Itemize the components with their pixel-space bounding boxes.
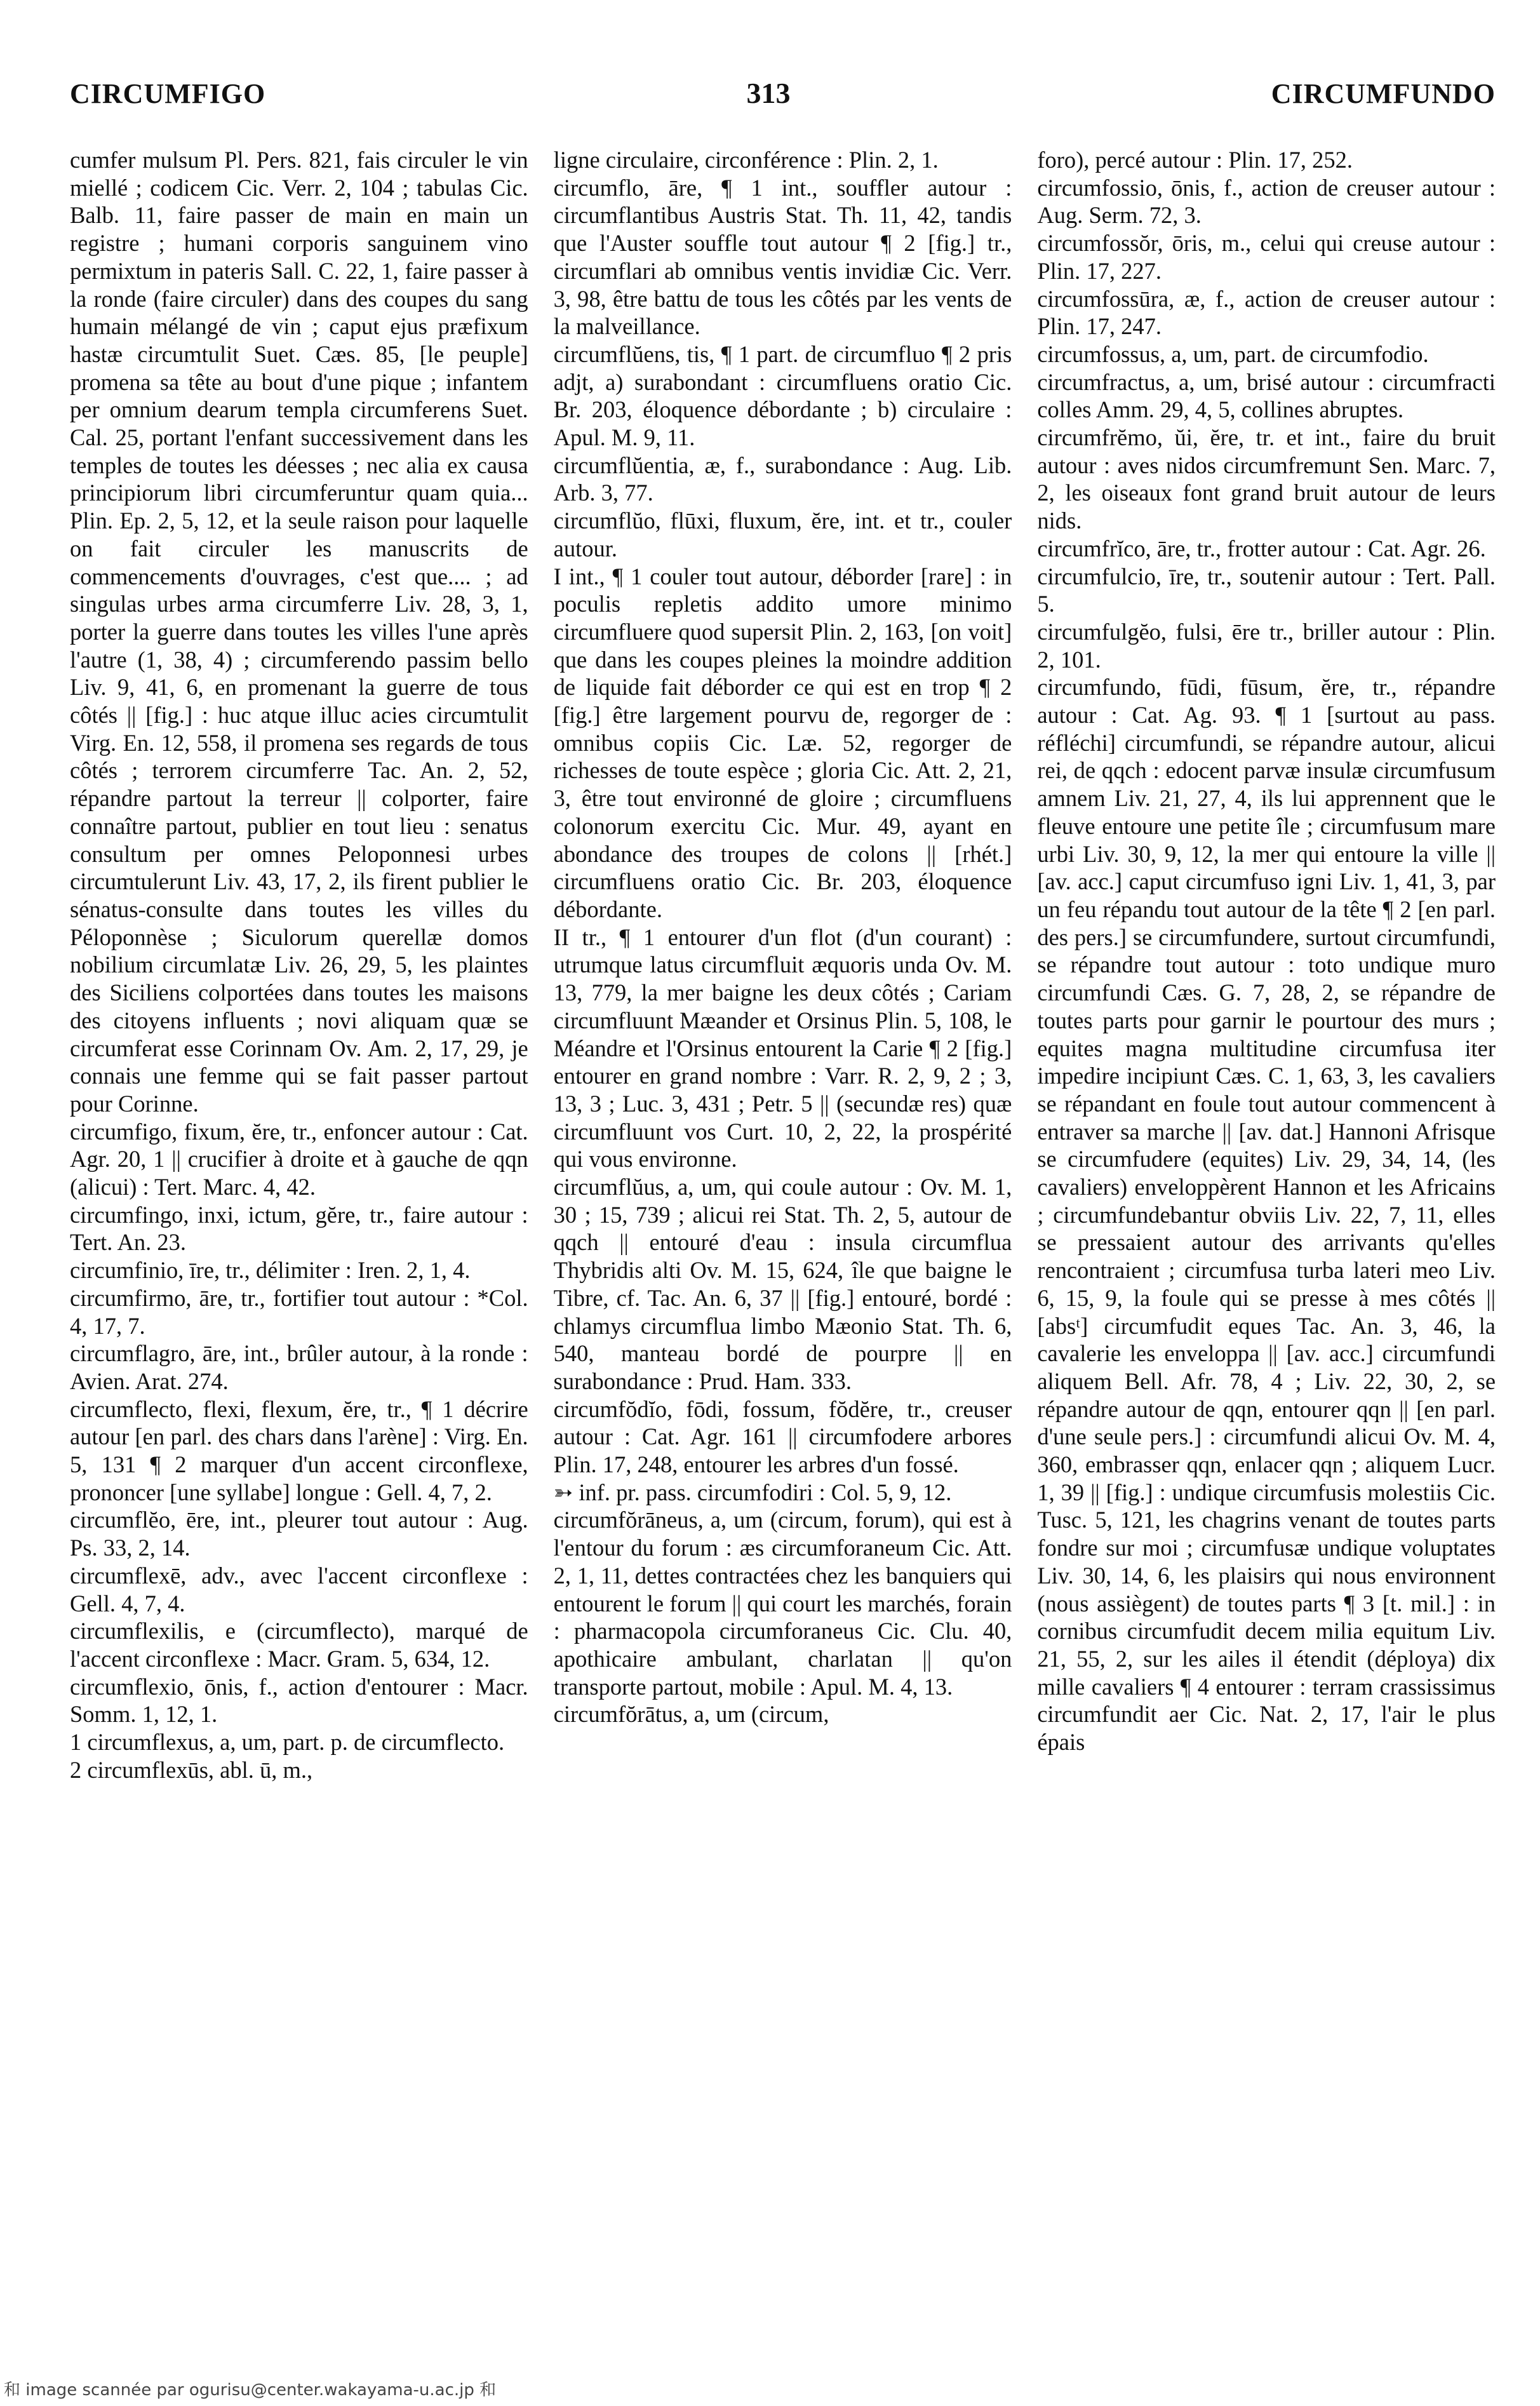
dictionary-entry: circumflŭens, tis, ¶ 1 part. de circumfluo ¶ 2 pris adjt, a) surabondant : circumfluens oratio Cic. Br. 203, éloquence débordante ; b) circulaire : Apul. M. 9, 11. [553, 340, 1012, 451]
dictionary-entry: circumfŏdĭo, fōdi, fossum, fŏdĕre, tr., creuser autour : Cat. Agr. 161 || circumfodere arbores Plin. 17, 248, entourer les arbres d'un fossé. [553, 1395, 1012, 1478]
dictionary-entry: circumfinio, īre, tr., délimiter : Iren. 2, 1, 4. [70, 1257, 471, 1284]
dictionary-entry: circumflexē, adv., avec l'accent circonflexe : Gell. 4, 7, 4. [70, 1562, 528, 1616]
dictionary-entry: circumfundo, fūdi, fūsum, ĕre, tr., répandre autour : Cat. Ag. 93. ¶ 1 [surtout au pass. réfléchi] circumfundi, se répandre autour, alicui rei, de qqch : edocent parvæ insulæ circumfusum amnem Liv. 21, 27, 4, ils lui apprennent que le fleuve entoure une petite île ; circumfusum mare urbi Liv. 30, 9, 12, la mer qui entoure la ville || [av. acc.] caput circumfuso igni Liv. 1, 41, 3, par un feu répandu tout autour de la tête ¶ 2 [en parl. des pers.] se circumfundere, surtout circumfundi, se répandre tout autour : toto undique muro circumfundi Cæs. G. 7, 28, 2, se répandre de toutes parts pour garnir le pourtour des murs ; equites magna multitudine circumfusa iter impedire incipiunt Cæs. C. 1, 63, 3, les cavaliers se répandant en foule tout autour commencent à entraver sa marche || [av. dat.] Hannoni Afrisque se circumfudere (equites) Liv. 29, 34, 14, (les cavaliers) enveloppèrent Hannon et les Africains ; circumfundebantur obviis Liv. 22, 7, 11, elles se pressaient autour des arrivants qu'elles rencontraient ; circumfusa turba lateri meo Liv. 6, 15, 9, la foule qui se presse à mes côtés || [absᵗ] circumfudit eques Tac. An. 3, 46, la cavalerie les enveloppa || [av. acc.] circumfundi aliquem Bell. Afr. 78, 4 ; Liv. 22, 30, 2, se répandre autour de qqn, entourer qqn || [en parl. d'une seule pers.] : circumfundi alicui Ov. M. 4, 360, embrasser qqn, enlacer qqn ; aliquem Lucr. 1, 39 || [fig.] : undique circumfusis molestiis Cic. Tusc. 5, 121, les chagrins venant de toutes parts fondre sur moi ; circumfusæ undique voluptates Liv. 30, 14, 6, les plaisirs qui nous environnent (nous assiègent) de toutes parts ¶ 3 [t. mil.] : in cornibus circumfudit decem milia equitum Liv. 21, 55, 2, sur les ailes il étendit (déploya) dix mille cavaliers ¶ 4 entourer : terram crassissimus circumfundit aer Cic. Nat. 2, 17, l'air le plus épais [1037, 674, 1496, 1756]
dictionary-entry: circumflexio, ōnis, f., action d'entourer : Macr. Somm. 1, 12, 1. [70, 1673, 528, 1728]
dictionary-entry: circumfŏrāneus, a, um (circum, forum), qui est à l'entour du forum : æs circumforaneum Cic. Att. 2, 1, 11, dettes contractées chez les banquiers qui entourent le forum || qui court les marchés, forain : pharmacopola circumforaneus Cic. Clu. 40, apothicaire ambulant, charlatan || qu'on transporte partout, mobile : Apul. M. 4, 13. [553, 1507, 1012, 1700]
dictionary-entry: II tr., ¶ 1 entourer d'un flot (d'un courant) : utrumque latus circumfluit æquoris unda Ov. M. 13, 779, la mer baigne les deux côtés ; Cariam circumfluunt Mæander et Orsinus Plin. 5, 108, le Méandre et l'Orsinus entourent la Carie ¶ 2 [fig.] entourer en grand nombre : Varr. R. 2, 9, 2 ; 3, 13, 3 ; Luc. 3, 431 ; Petr. 5 || (secundæ res) quæ circumfluunt vos Curt. 10, 2, 22, la prospérité qui vous environne. [553, 924, 1012, 1173]
dictionary-entry: I int., ¶ 1 couler tout autour, déborder [rare] : in poculis repletis addito umore minimo circumfluere quod supersit Plin. 2, 163, [on voit] que dans les coupes pleines la moindre addition de liquide fait déborder ce qui est en trop ¶ 2 [fig.] être largement pourvu de, regorger de : omnibus copiis Cic. Læ. 52, regorger de richesses de toute espèce ; gloria Cic. Att. 2, 21, 3, être tout environné de gloire ; circumfluens colonorum exercitu Cic. Mur. 49, ayant en abondance des troupes de colons || [rhét.] circumfluens oratio Cic. Br. 203, éloquence débordante. [553, 563, 1012, 922]
dictionary-entry: 2 circumflexūs, abl. ū, m., [70, 1756, 313, 1783]
dictionary-entry: circumfossus, a, um, part. de circumfodio. [1037, 340, 1429, 367]
dictionary-entry: ligne circulaire, circonférence : Plin. 2, 1. [553, 147, 939, 173]
dictionary-entry: circumfŏrātus, a, um (circum, [553, 1701, 829, 1728]
running-header [70, 76, 1496, 146]
entry-columns [70, 146, 1496, 2382]
dictionary-entry: circumflo, āre, ¶ 1 int., souffler autour : circumflantibus Austris Stat. Th. 11, 42, tandis que l'Auster souffle tout autour ¶ 2 [fig.] tr., circumflari ab omnibus ventis invidiæ Cic. Verr. 3, 98, être battu de tous les côtés par les vents de la malveillance. [553, 174, 1012, 340]
dictionary-entry: foro), percé autour : Plin. 17, 252. [1037, 147, 1353, 173]
dictionary-entry: circumflecto, flexi, flexum, ĕre, tr., ¶ 1 décrire autour [en parl. des chars dans l'arène] : Virg. En. 5, 131 ¶ 2 marquer d'un accent circonflexe, prononcer [une syllabe] longue : Gell. 4, 7, 2. [70, 1395, 528, 1505]
dictionary-entry: 1 circumflexus, a, um, part. p. de circumflecto. [70, 1729, 505, 1756]
dictionary-entry: circumfigo, fixum, ĕre, tr., enfoncer autour : Cat. Agr. 20, 1 || crucifier à droite et à gauche de qqn (alicui) : Tert. Marc. 4, 42. [70, 1118, 528, 1200]
dictionary-entry: circumfulgĕo, fulsi, ēre tr., briller autour : Plin. 2, 101. [1037, 618, 1496, 673]
dictionary-entry: circumfirmo, āre, tr., fortifier tout autour : *Col. 4, 17, 7. [70, 1284, 528, 1339]
dictionary-entry: circumfulcio, īre, tr., soutenir autour : Tert. Pall. 5. [1037, 563, 1496, 617]
column-middle [554, 146, 1012, 2382]
right-guide-word: CIRCUMFUNDO [1271, 78, 1496, 109]
dictionary-entry: circumflagro, āre, int., brûler autour, à la ronde : Avien. Arat. 274. [70, 1340, 528, 1394]
dictionary-entry: circumflŭus, a, um, qui coule autour : Ov. M. 1, 30 ; 15, 739 ; alicui rei Stat. Th. 2, 5, autour de qqch || entouré d'eau : insula circumflua Thybridis alti Ov. M. 15, 624, île que baigne le Tibre, cf. Tac. An. 6, 37 || [fig.] entouré, bordé : chlamys circumflua limbo Mæonio Stat. Th. 6, 540, manteau bordé de pourpre || en surabondance : Prud. Ham. 333. [553, 1174, 1012, 1394]
scan-credit: 和 image scannée par ogurisu@center.wakayama-u.ac.jp 和 [4, 2381, 497, 2400]
column-left [70, 146, 528, 2382]
page-number: 313 [746, 77, 791, 109]
left-guide-word: CIRCUMFIGO [70, 78, 266, 109]
dictionary-entry: circumfractus, a, um, brisé autour : circumfracti colles Amm. 29, 4, 5, collines abruptes. [1037, 368, 1496, 423]
dictionary-entry: circumfossio, ōnis, f., action de creuser autour : Aug. Serm. 72, 3. [1037, 174, 1496, 229]
dictionary-entry: cumfer mulsum Pl. Pers. 821, fais circuler le vin miellé ; codicem Cic. Verr. 2, 104 ; tabulas Cic. Balb. 11, faire passer de main en main un registre ; humani corporis sanguinem vino permixtum in pateris Sall. C. 22, 1, faire passer à la ronde (faire circuler) dans des coupes du sang humain mélangé de vin ; caput ejus præfixum hastæ circumtulit Suet. Cæs. 85, [le peuple] promena sa tête au bout d'une pique ; infantem per omnium dearum templa circumferens Suet. Cal. 25, portant l'enfant successivement dans les temples de toutes les déesses ; nec alia ex causa principiorum libri circumferuntur quam quia... Plin. Ep. 2, 5, 12, et la seule raison pour laquelle on fait circuler les manuscrits de commencements d'ouvrages, c'est que.... ; ad singulas urbes arma circumferre Liv. 28, 3, 1, porter la guerre dans toutes les villes l'une après l'autre (1, 38, 4) ; circumferendo passim bello Liv. 9, 41, 6, en promenant la guerre de tous côtés || [fig.] : huc atque illuc acies circumtulit Virg. En. 12, 558, il promena ses regards de tous côtés ; terrorem circumferre Tac. An. 2, 52, répandre partout la terreur || colporter, faire connaître partout, publier en tout lieu : senatus consultum per omnes Peloponnesi urbes circumtulerunt Liv. 43, 17, 2, ils firent publier le sénatus-consulte dans toutes les villes du Péloponnèse ; Siculorum querellæ domos nobilium circumlatæ Liv. 26, 29, 5, les plaintes des Siciliens colportées dans toutes les maisons des citoyens influents ; novi aliquam quæ se circumferat esse Corinnam Ov. Am. 2, 17, 29, je connais une femme qui se fait passer partout pour Corinne. [70, 147, 528, 1117]
dictionary-entry: circumflexilis, e (circumflecto), marqué de l'accent circonflexe : Macr. Gram. 5, 634, 12. [70, 1618, 528, 1672]
dictionary-entry: ➳ inf. pr. pass. circumfodiri : Col. 5, 9, 12. [553, 1479, 952, 1505]
dictionary-entry: circumfrĕmo, ŭi, ĕre, tr. et int., faire du bruit autour : aves nidos circumfremunt Sen. Marc. 7, 2, les oiseaux font grand bruit autour de leurs nids. [1037, 424, 1496, 534]
column-right [1037, 146, 1496, 2382]
dictionary-entry: circumfingo, inxi, ictum, gĕre, tr., faire autour : Tert. An. 23. [70, 1201, 528, 1256]
dictionary-entry: circumfossŏr, ōris, m., celui qui creuse autour : Plin. 17, 227. [1037, 230, 1496, 284]
dictionary-entry: circumflŭo, flūxi, fluxum, ĕre, int. et tr., couler autour. [553, 507, 1012, 561]
dictionary-entry: circumflŭentia, æ, f., surabondance : Aug. Lib. Arb. 3, 77. [553, 452, 1012, 506]
dictionary-entry: circumfrĭco, āre, tr., frotter autour : Cat. Agr. 26. [1037, 535, 1486, 561]
dictionary-entry: circumfossūra, æ, f., action de creuser autour : Plin. 17, 247. [1037, 285, 1496, 340]
dictionary-entry: circumflĕo, ēre, int., pleurer tout autour : Aug. Ps. 33, 2, 14. [70, 1507, 528, 1561]
